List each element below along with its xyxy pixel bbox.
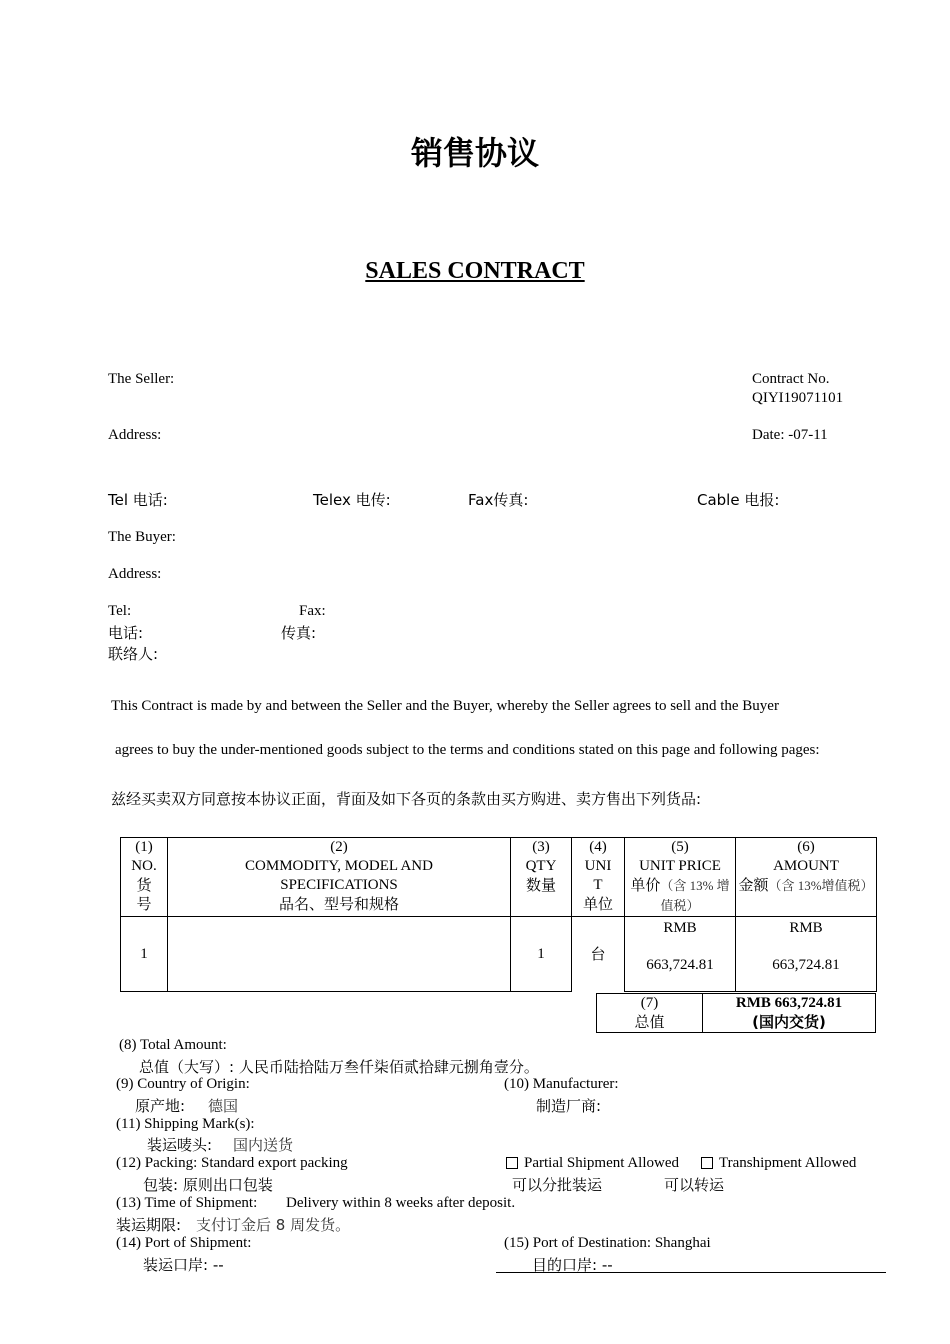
goods-table: [120, 837, 877, 992]
row-amount: RMB 663,724.81: [736, 917, 877, 992]
manufacturer-cn: 制造厂商:: [536, 1097, 602, 1115]
shipping-mark-cn: 装运唛头:: [147, 1136, 213, 1154]
total-amount-words: 总值（大写）: 人民币陆拾陆万叁仟柒佰贰拾肆元捌角壹分。: [139, 1058, 539, 1076]
origin-cn-label: 原产地:: [135, 1097, 186, 1115]
origin-label: (9) Country of Origin:: [116, 1076, 250, 1092]
total-label: (7) 总值: [597, 994, 703, 1033]
partial-shipment-option[interactable]: Partial Shipment Allowed: [506, 1155, 679, 1172]
seller-label: The Seller:: [108, 371, 175, 387]
header-commodity: (2) COMMODITY, MODEL AND SPECIFICATIONS 品名、型号和规格: [168, 838, 511, 917]
manufacturer-label: (10) Manufacturer:: [504, 1076, 619, 1092]
contract-no-label: Contract No.: [752, 371, 830, 387]
header-no: (1) NO. 货 号: [121, 838, 168, 917]
destination-underline: [496, 1272, 886, 1273]
port-of-shipment-cn: 装运口岸: --: [143, 1256, 224, 1274]
total-table: [596, 993, 876, 1033]
port-of-destination-cn: 目的口岸: --: [532, 1256, 613, 1274]
row-no: 1: [121, 917, 168, 992]
buyer-tel-label: Tel:: [108, 603, 132, 619]
row-unit: 台: [572, 917, 625, 992]
intro-line-1: This Contract is made by and between the Seller and the Buyer, whereby the Seller agrees to sell and the Buyer: [111, 698, 779, 714]
header-unit-price: (5) UNIT PRICE 单价（含 13% 增值税）: [625, 838, 736, 917]
buyer-fax-cn: 传真:: [281, 624, 317, 642]
document-title-cn: 销售协议: [410, 134, 539, 172]
packing-cn: 包装: 原则出口包装: [143, 1176, 273, 1194]
time-of-shipment-value: Delivery within 8 weeks after deposit.: [286, 1195, 516, 1211]
partial-shipment-cn: 可以分批装运: [512, 1176, 603, 1194]
header-unit: (4) UNI T 单位: [572, 838, 625, 917]
time-of-shipment-cn-value: 支付订金后 8 周发货。: [196, 1216, 351, 1234]
time-of-shipment-cn-label: 装运期限:: [116, 1216, 182, 1234]
table-header-row: [121, 838, 877, 917]
contract-no-value: QIYI19071101: [752, 390, 844, 406]
shipping-mark-label: (11) Shipping Mark(s):: [116, 1116, 255, 1132]
buyer-fax-label: Fax:: [299, 603, 326, 619]
partial-shipment-checkbox[interactable]: [506, 1157, 518, 1169]
intro-line-2: agrees to buy the under-mentioned goods subject to the terms and conditions stated on this page and following pages:: [115, 742, 820, 758]
table-row: [121, 917, 877, 992]
total-value: RMB 663,724.81 (国内交货): [703, 994, 876, 1033]
seller-telex-label: Telex 电传:: [313, 491, 391, 509]
origin-value: 德国: [208, 1097, 239, 1115]
document-title-en: SALES CONTRACT: [365, 258, 585, 284]
buyer-contact-cn: 联络人:: [108, 645, 159, 663]
packing-label: (12) Packing: Standard export packing: [116, 1155, 348, 1171]
transhipment-cn: 可以转运: [664, 1176, 725, 1194]
header-amount: (6) AMOUNT 金额（含 13%增值税）: [736, 838, 877, 917]
row-commodity: [168, 917, 511, 992]
port-of-destination-label: (15) Port of Destination: Shanghai: [504, 1235, 711, 1251]
buyer-tel-cn: 电话:: [108, 624, 144, 642]
buyer-address-label: Address:: [108, 566, 162, 582]
seller-tel-label: Tel 电话:: [108, 491, 168, 509]
port-of-shipment-label: (14) Port of Shipment:: [116, 1235, 252, 1251]
buyer-label: The Buyer:: [108, 529, 176, 545]
seller-fax-label: Fax传真:: [468, 491, 529, 509]
date-label: Date: -07-11: [752, 427, 828, 443]
row-unit-price: RMB 663,724.81: [625, 917, 736, 992]
seller-address-label: Address:: [108, 427, 162, 443]
total-amount-label: (8) Total Amount:: [119, 1037, 227, 1053]
transhipment-checkbox[interactable]: [701, 1157, 713, 1169]
intro-line-3: 兹经买卖双方同意按本协议正面，背面及如下各页的条款由买方购进、卖方售出下列货品:: [111, 790, 702, 808]
transhipment-option[interactable]: Transhipment Allowed: [701, 1155, 856, 1172]
row-qty: 1: [511, 917, 572, 992]
seller-cable-label: Cable 电报:: [697, 491, 780, 509]
time-of-shipment-label: (13) Time of Shipment:: [116, 1195, 258, 1211]
shipping-mark-value: 国内送货: [233, 1136, 294, 1154]
header-qty: (3) QTY 数量: [511, 838, 572, 917]
